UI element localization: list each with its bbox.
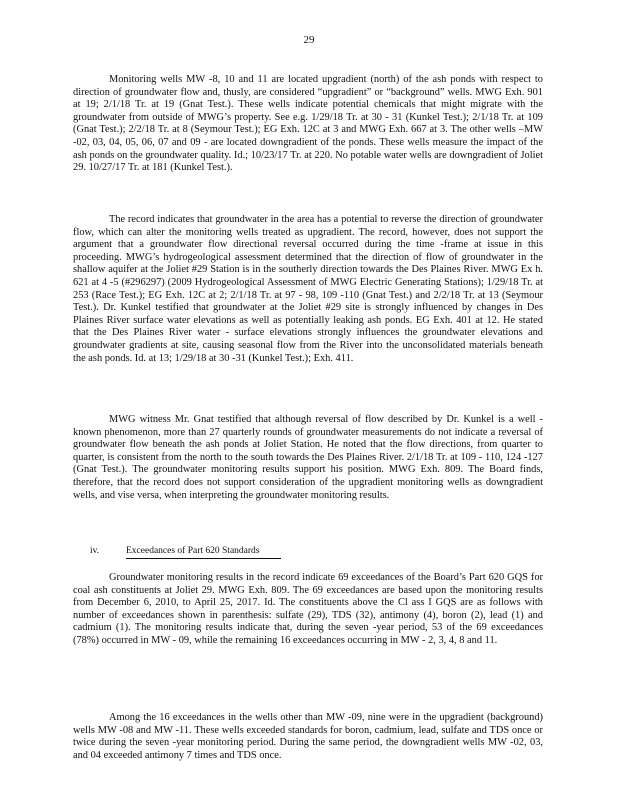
section-heading [90, 545, 281, 559]
paragraph-flow-reversal: The record indicates that groundwater in the area has a potential to reverse the direction of groundwater flow, which can alter the monitoring wells treated as upgradient. The record, however, does not support the argument that a groundwater flow directional reversal occurred during the time -frame at issue in this proceeding. MWG’s hydrogeological assessment determined that the direction of flow of groundwater in the shallow aquifer at the Joliet #29 Station is in the southerly direction towards the Des Plaines River. MWG Ex h. 621 at 4 -5 (#296297) (2009 Hydrogeological Assessment of MWG Electric Generating Stations); 1/29/18 Tr. at 253 (Race Test.); EG Exh. 12C at 2; 2/1/18 Tr. at 97 - 98, 109 -110 (Gnat Test.) and 2/2/18 Tr. at 13 (Seymour Test.). Dr. Kunkel testified that groundwater at the Joliet #29 site is strongly influenced by changes in Des Plaines River surface water elevations as well as potentially leaking ash ponds. EG Exh. 401 at 12. He stated that the Des Plaines River water - surface elevations strongly influences the groundwater elevations and groundwater gradients at site, causing seasonal flow from the River into the unconsolidated materials beneath the ash ponds. Id. at 13; 1/29/18 at 30 -31 (Kunkel Test.); Exh. 411. [73, 214, 543, 364]
section-title: Exceedances of Part 620 Standards [126, 545, 281, 559]
paragraph-other-well-exceedances: Among the 16 exceedances in the wells other than MW -09, nine were in the upgradient (background) wells MW -08 and MW -11. These wells exceeded standards for boron, cadmium, lead, sulfate and TDS once or twice during the seven -year monitoring period. During the same period, the downgradient wells MW -02, 03, and 04 exceeded antimony 7 times and TDS once. [73, 712, 543, 761]
paragraph-upgradient-wells: Monitoring wells MW -8, 10 and 11 are located upgradient (north) of the ash ponds with respect to direction of groundwater flow and, thusly, are considered “upgradient” or “background” wells. MWG Exh. 901 at 19; 2/1/18 Tr. at 19 (Gnat Test.). These wells indicate potential chemicals that might migrate with the groundwater from outside of MWG’s property. See e.g. 1/29/18 Tr. at 30 - 31 (Kunkel Test.); 2/1/18 Tr. at 109 (Gnat Test.); 2/2/18 Tr. at 8 (Seymour Test.); EG Exh. 12C at 3 and MWG Exh. 667 at 3. The other wells –MW -02, 03, 04, 05, 06, 07 and 09 - are located downgradient of the ponds. These wells measure the impact of the ash ponds on the groundwater quality. Id.; 10/23/17 Tr. at 220. No potable water wells are downgradient of Joliet 29. 10/27/17 Tr. at 181 (Kunkel Test.). [73, 74, 543, 174]
paragraph-gnat-testimony: MWG witness Mr. Gnat testified that although reversal of flow described by Dr. Kunkel is a well -known phenomenon, more than 27 quarterly rounds of groundwater measurements do not indicate a reversal of groundwater flow beneath the ash ponds at Joliet Station. He noted that the flow directions, from quarter to quarter, is consistent from the north to the south towards the Des Plaines River. 2/1/18 Tr. at 109 - 110, 124 -127 (Gnat Test.). The groundwater monitoring results support his position. MWG Exh. 809. The Board finds, therefore, that the record does not support consideration of the upgradient monitoring wells as downgradient wells, and vise versa, when interpreting the groundwater monitoring results. [73, 414, 543, 501]
paragraph-exceedances-summary: Groundwater monitoring results in the record indicate 69 exceedances of the Board’s Part 620 GQS for coal ash constituents at Joliet 29. MWG Exh. 809. The 69 exceedances are based upon the monitoring results from December 6, 2010, to April 25, 2017. Id. The constituents above the Cl ass I GQS are as follows with number of exceedances shown in parenthesis: sulfate (29), TDS (32), antimony (4), boron (2), lead (1) and cadmium (1). The monitoring results indicate that, during the seven -year period, 53 of the 69 exceedances (78%) occurred in MW - 09, while the remaining 16 exceedances occurring in MW - 2, 3, 4, 8 and 11. [73, 572, 543, 646]
section-number: iv. [90, 546, 100, 556]
page-number: 29 [303, 34, 315, 46]
